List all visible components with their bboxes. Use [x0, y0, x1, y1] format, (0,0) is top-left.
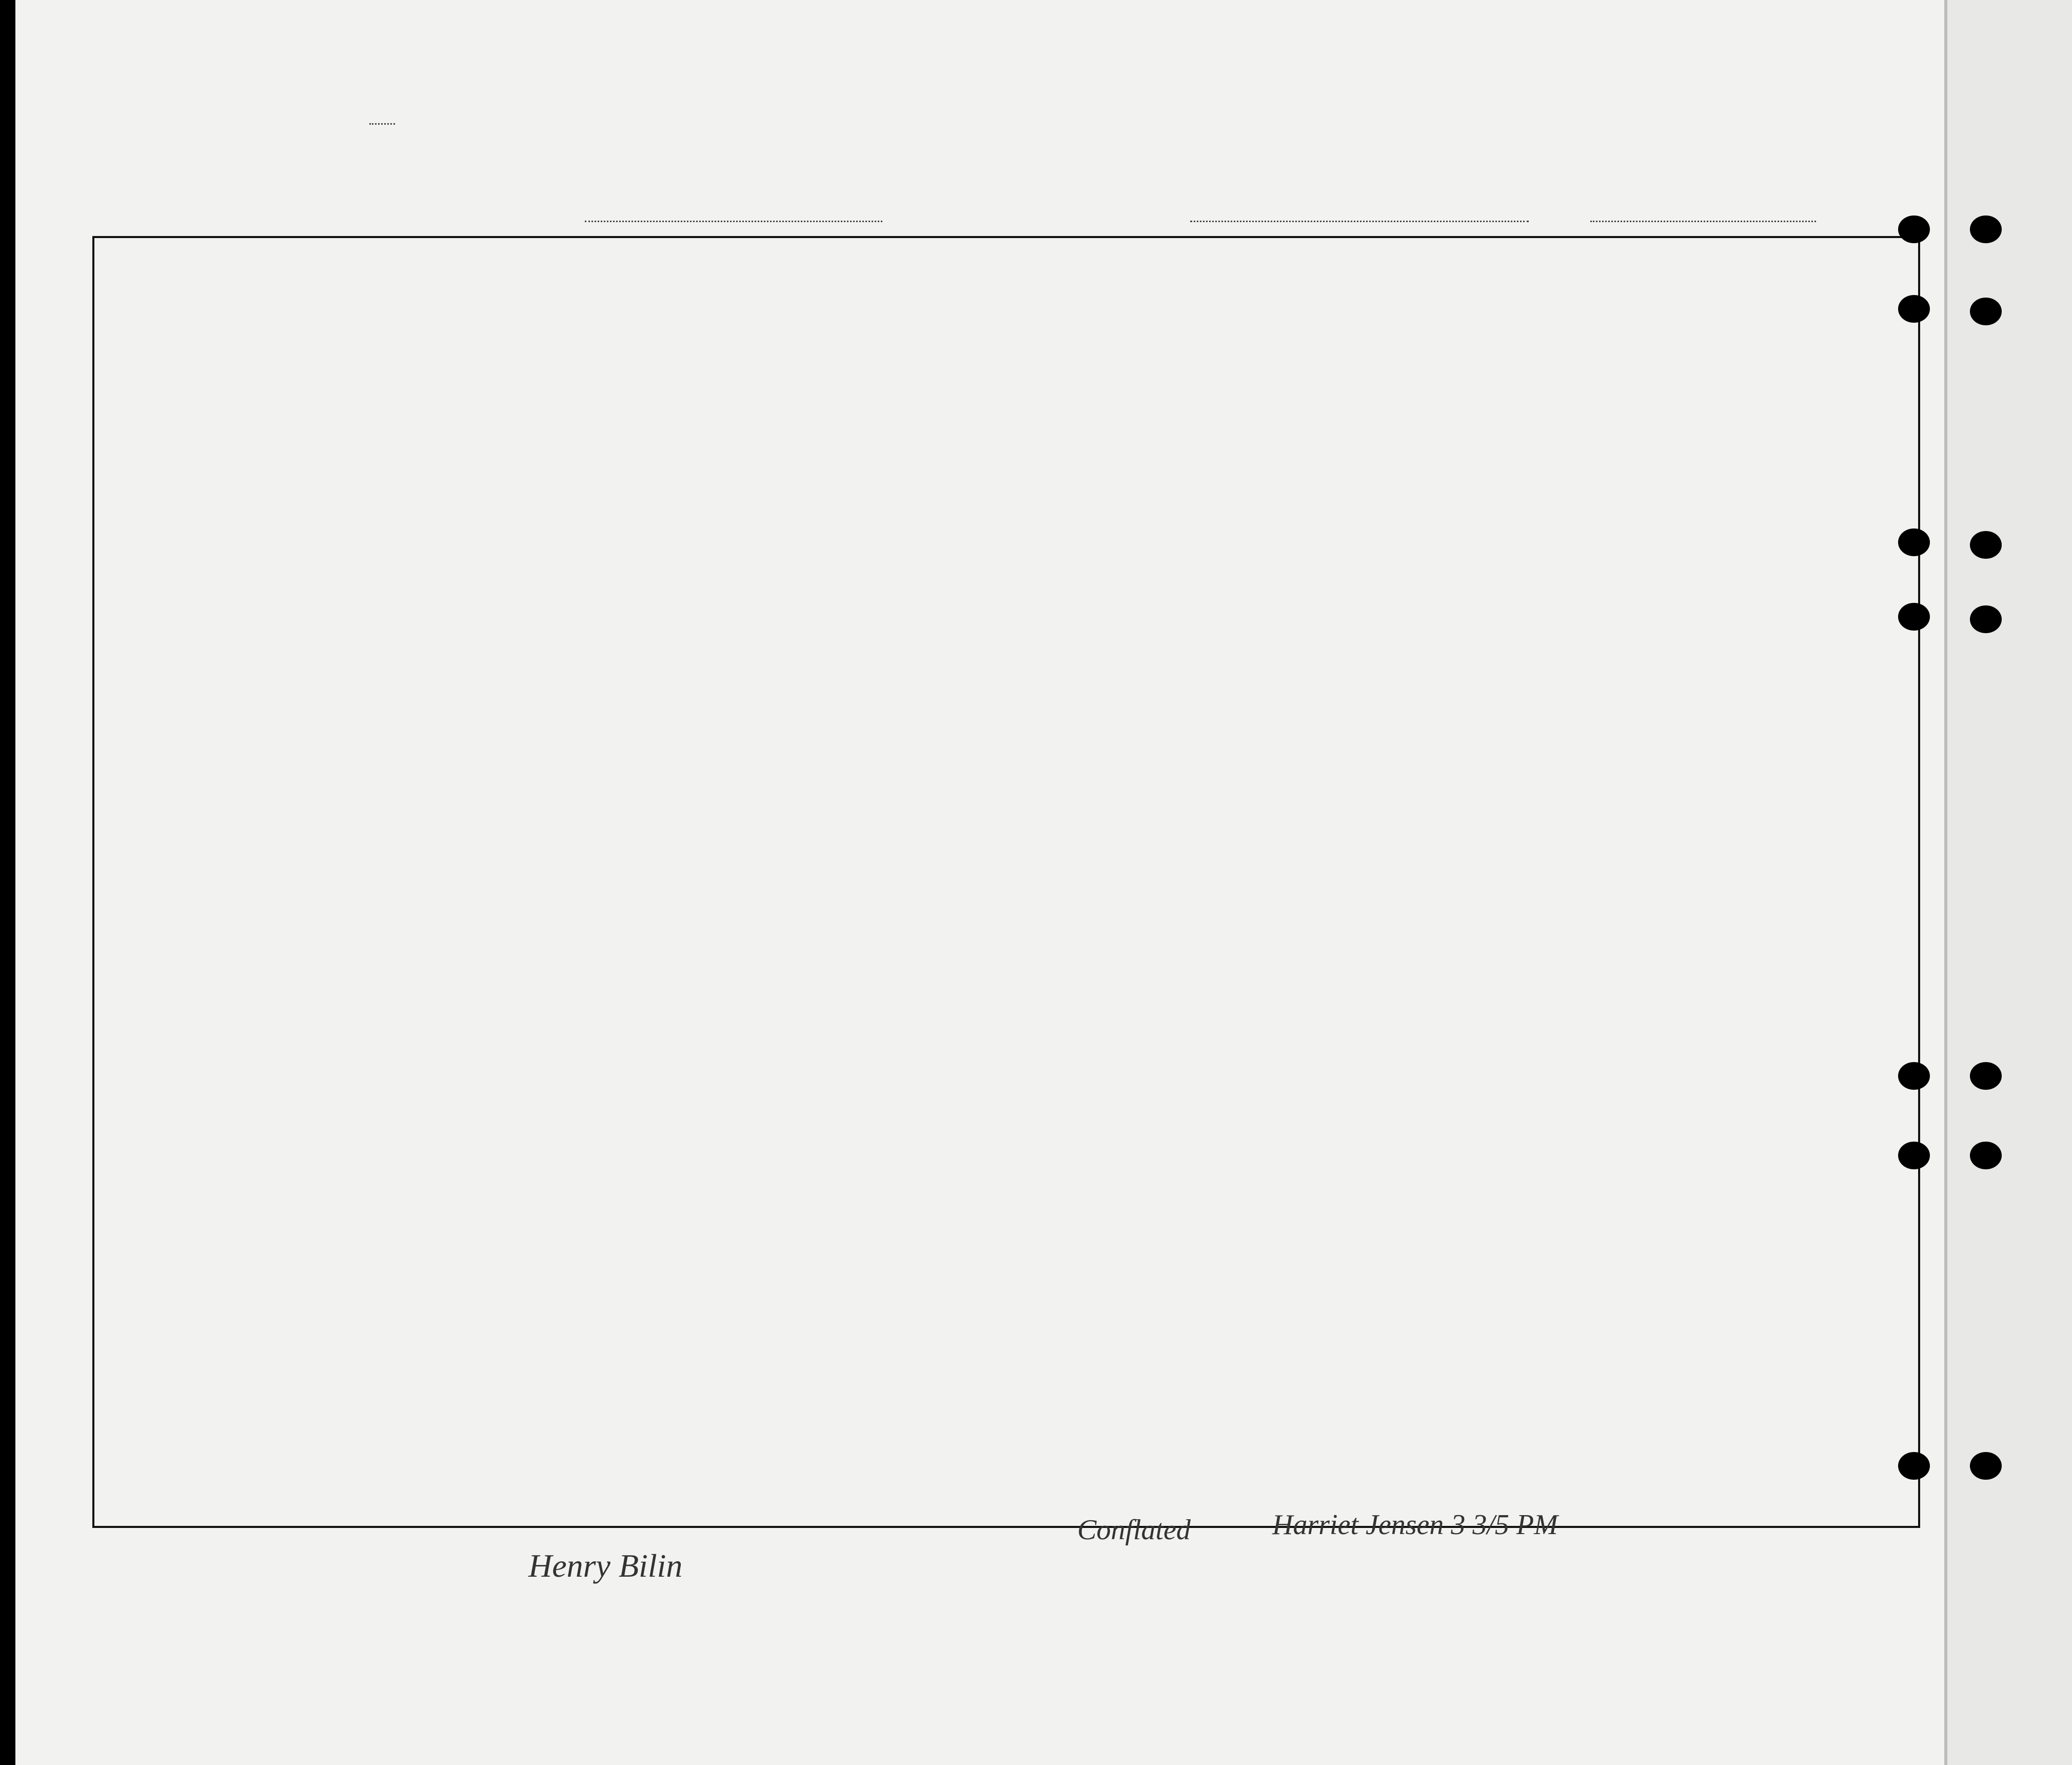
inspector-signature: Harriet Jensen 3 3/5 PM: [1272, 1509, 1558, 1541]
punch-hole: [1970, 1452, 2002, 1480]
punch-hole: [1898, 528, 1930, 556]
inspector-signature: Conflated: [1077, 1514, 1191, 1546]
punch-hole: [1970, 298, 2002, 325]
punch-hole: [1970, 1142, 2002, 1169]
punch-hole: [1898, 603, 1930, 631]
purser-signature: Henry Bilin: [528, 1547, 683, 1584]
punch-hole: [1898, 1062, 1930, 1090]
punch-hole: [1970, 605, 2002, 633]
next-page-edge: [1944, 0, 2072, 1765]
punch-hole: [1898, 1142, 1930, 1169]
ship-dotline: [585, 221, 882, 222]
list-dotline: [369, 123, 395, 125]
punch-hole: [1970, 1062, 2002, 1090]
punch-hole: [1898, 215, 1930, 243]
port-dotline: [1190, 221, 1529, 222]
punch-hole: [1970, 531, 2002, 559]
manifest-table: [92, 236, 1920, 1528]
date-dotline: [1590, 221, 1816, 222]
punch-hole: [1898, 295, 1930, 323]
punch-hole: [1970, 215, 2002, 243]
punch-hole: [1898, 1452, 1930, 1480]
